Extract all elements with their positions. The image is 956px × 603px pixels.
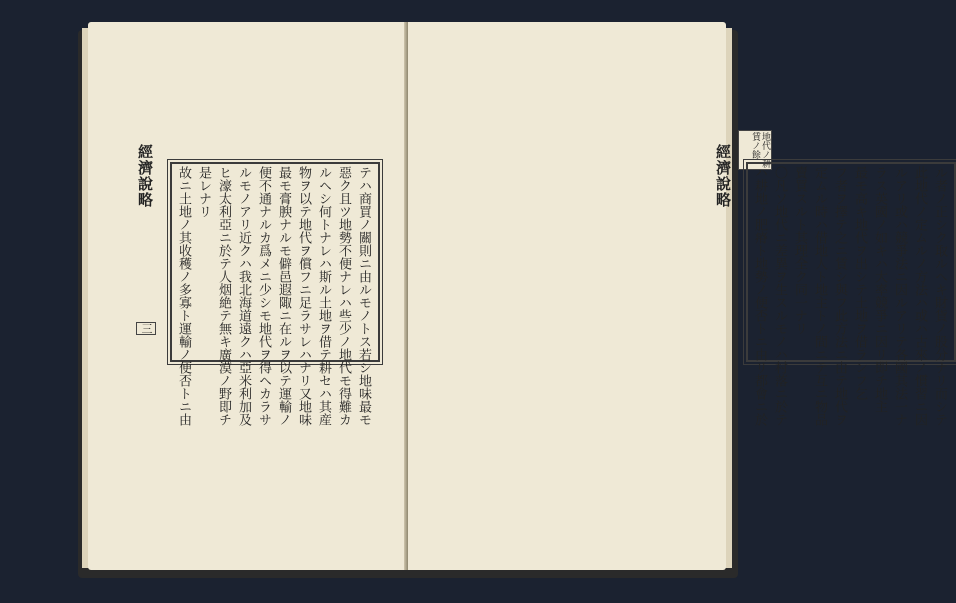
left-text-columns <box>174 166 372 426</box>
text-column: 最モ膏腴ナルモ僻邑遐陬ニ在ルヲ以テ運輸ノ <box>276 166 291 426</box>
text-column: ハ耕地ノ肥瘠ト地勢ノ便否トニ由リ都會ニ於 <box>752 166 767 426</box>
text-column: 是レナリ <box>196 166 211 218</box>
text-column: 最モ高キ地代ヲ出シテ土地ヲ借ランフ乞 <box>852 166 867 400</box>
text-column: 定ムル時ハ借地人ト地主トノ間ニテ互ニ物品 <box>812 166 827 426</box>
left-page-number: 三 <box>136 322 156 335</box>
left-page-title: 經濟說略 <box>136 144 154 208</box>
text-column: ルモノアリ近クハ我北海道遠クハ亞米利加及 <box>236 166 251 426</box>
text-column: ラス英國ノ如キハ大率競爭ニ因リ即チ地主 <box>872 166 887 413</box>
text-column: 惡ク且ツ地勢不便ナレハ些少ノ地代モ得難カ <box>336 166 351 426</box>
right-text-columns <box>750 166 948 426</box>
open-book <box>78 22 947 578</box>
text-column: フ者ヲ擇テ之ニ賃シ與フ此方法ニ由テ地代ヲ <box>832 166 847 426</box>
text-column: 便不通ナルカ爲メニ少シモ地代ヲ得ヘカラサ <box>256 166 271 426</box>
text-column: ヒ濠太利亞ニ於テ人烟絶テ無キ廣漠ノ野即チ <box>216 166 231 426</box>
text-column: 此地代ノ定ムルノ方法ハ或ハ古來ノ慣習ニ因 <box>912 166 927 426</box>
text-column: 賣買スルト其理全ク同一ナリ <box>792 166 807 335</box>
right-page <box>408 22 947 570</box>
text-column: ル者ノ正シク取ルヘキ財貨ノ股分ナリ而シテ <box>932 166 947 426</box>
text-column: ルアリ或ハ競爭法ニ因ルアリテ各國其法一ナ <box>892 166 907 426</box>
text-column: 物ヲ以テ地代ヲ償フニ足ラサレハナリ又地味 <box>296 166 311 426</box>
left-page <box>88 22 406 570</box>
text-column: 〇凡ソ地代ニ差異ヲ生スルモノハ村落ニ於テ <box>772 166 787 426</box>
text-column: ルヘシ何トナレハ斯ル土地ヲ借テ耕セハ其産 <box>316 166 331 426</box>
text-column: テハ商買ノ關則ニ由ルモノトス若シ地味最モ <box>356 166 371 426</box>
right-page-title: 經濟說略 <box>714 144 732 208</box>
margin-note: 地代ノ耕賃ノ餘 <box>738 130 772 170</box>
text-column: 故ニ土地ノ其收穫ノ多寡ト運輸ノ便否トニ由 <box>176 166 191 426</box>
